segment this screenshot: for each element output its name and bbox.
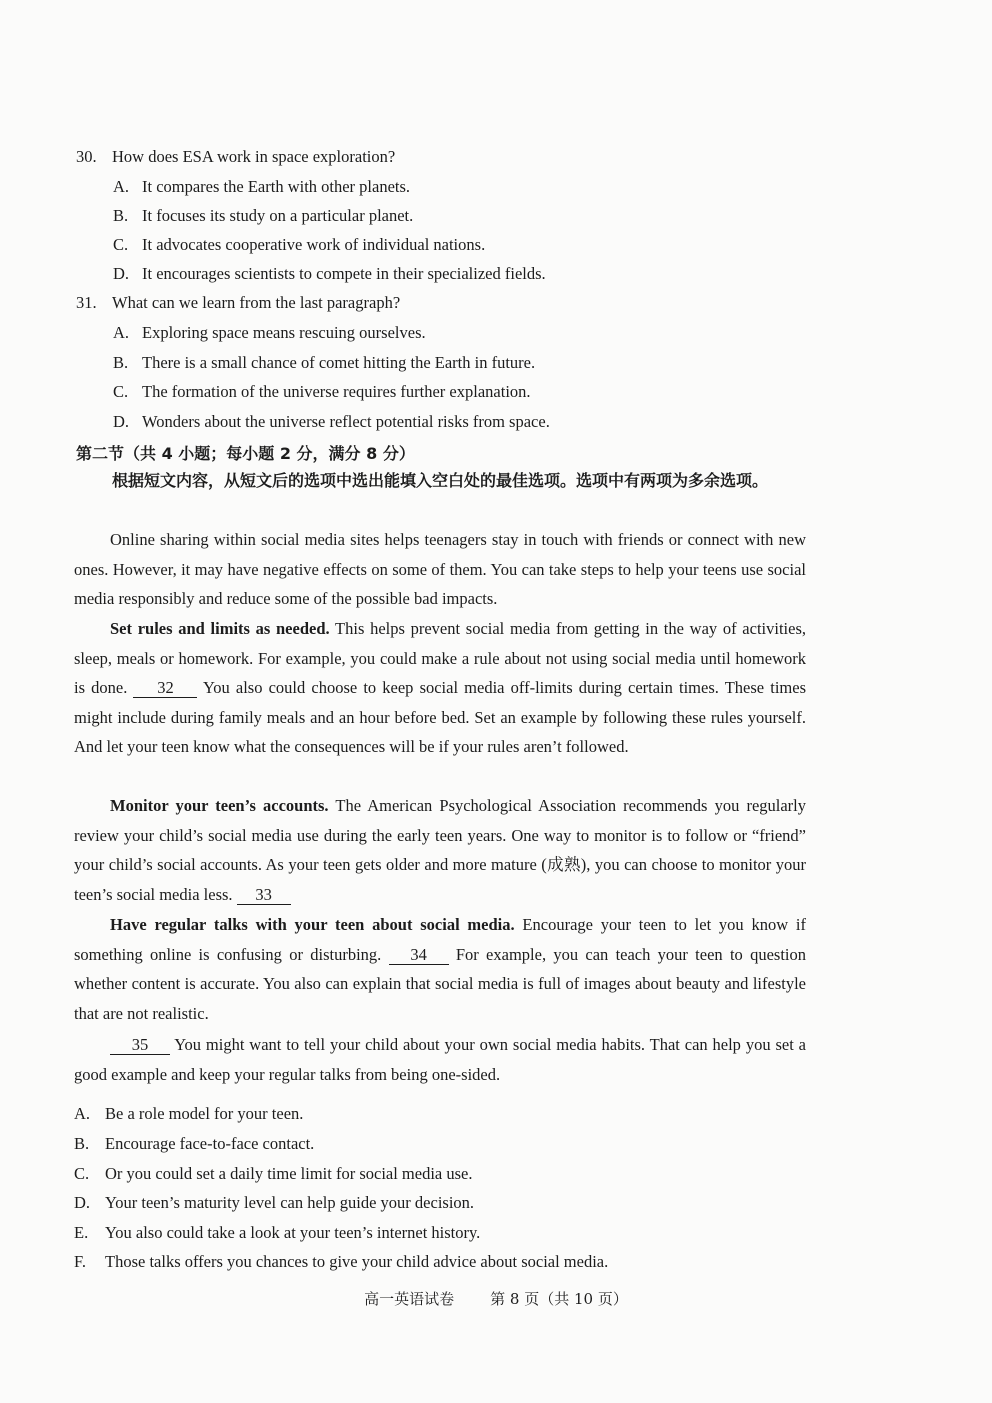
passage-paragraph-4 — [74, 910, 806, 1028]
choice-text: Your teen’s maturity level can help guide your decision. — [105, 1193, 475, 1212]
choice-text: Those talks offers you chances to give your child advice about social media. — [105, 1252, 609, 1271]
option-letter: A. — [113, 323, 130, 342]
option-letter: C. — [113, 382, 129, 401]
paragraph-text: You might want to tell your child about your own social media habits. That can help you set a good example and keep your regular talks from being one-sided. — [74, 1035, 806, 1084]
option-letter: B. — [113, 353, 129, 372]
option-text: There is a small chance of comet hitting the Earth in future. — [142, 353, 536, 372]
choice-text: Be a role model for your teen. — [105, 1104, 304, 1123]
question-number: 31. — [76, 293, 97, 312]
page-footer — [0, 1288, 992, 1309]
q30-option-d — [113, 264, 546, 284]
option-letter: A. — [113, 177, 130, 196]
option-letter: D. — [113, 264, 130, 283]
section-heading: 第二节（共 4 小题；每小题 2 分，满分 8 分） — [76, 444, 415, 463]
footer-exam-title: 高一英语试卷 — [364, 1290, 455, 1308]
question-stem: What can we learn from the last paragraph? — [112, 293, 401, 312]
choice-letter: C. — [74, 1164, 90, 1183]
option-text: Exploring space means rescuing ourselves. — [142, 323, 426, 342]
question-31 — [76, 293, 400, 313]
choice-e — [74, 1223, 480, 1243]
blank-35: 35 — [110, 1036, 170, 1055]
section-instruction: 根据短文内容，从短文后的选项中选出能填入空白处的最佳选项。选项中有两项为多余选项。 — [112, 471, 769, 490]
choice-text: You also could take a look at your teen’s internet history. — [105, 1223, 481, 1242]
blank-32: 32 — [133, 679, 197, 698]
option-text: Wonders about the universe reflect potential risks from space. — [142, 412, 550, 431]
passage-paragraph-3 — [74, 791, 806, 909]
blank-34: 34 — [389, 946, 449, 965]
question-stem: How does ESA work in space exploration? — [112, 147, 396, 166]
choice-letter: A. — [74, 1104, 91, 1123]
option-letter: B. — [113, 206, 129, 225]
paragraph-text: You also could choose to keep social media off-limits during certain times. These times might include during family meals and an hour before bed. Set an example by following these rules yourself. And let your teen know what the consequences will be if your rules aren’t followed. — [74, 678, 806, 757]
choice-text: Encourage face-to-face contact. — [105, 1134, 315, 1153]
choice-a — [74, 1104, 303, 1124]
paragraph-text: The American Psychological Association recommends you regularly review your child’s social media use during the early teen years. One way to monitor is to follow or “friend” your child’s social accounts. As your teen gets older and more mature (成熟), you can choose to monitor your teen’s social media less. — [74, 796, 807, 904]
q31-option-c — [113, 382, 531, 402]
q30-option-b — [113, 206, 413, 226]
option-text: It advocates cooperative work of individual nations. — [142, 235, 486, 254]
choice-letter: B. — [74, 1134, 90, 1153]
paragraph-text: For example, you can teach your teen to question whether content is accurate. You also can explain that social media is full of images about beauty and lifestyle that are not realistic. — [74, 944, 806, 1023]
choice-letter: D. — [74, 1193, 91, 1212]
choice-letter: E. — [74, 1223, 89, 1242]
q31-option-b — [113, 353, 535, 373]
choice-d — [74, 1193, 474, 1213]
choice-text: Or you could set a daily time limit for social media use. — [105, 1164, 473, 1183]
paragraph-lead: Have regular talks with your teen about social media. — [110, 915, 515, 934]
option-text: The formation of the universe requires further explanation. — [142, 382, 531, 401]
option-text: It encourages scientists to compete in their specialized fields. — [142, 264, 546, 283]
option-text: It compares the Earth with other planets. — [142, 177, 411, 196]
passage-paragraph-2 — [74, 614, 806, 762]
q30-option-a — [113, 177, 410, 197]
q30-option-c — [113, 235, 485, 255]
q31-option-a — [113, 323, 426, 343]
option-text: It focuses its study on a particular planet. — [142, 206, 414, 225]
paragraph-text: This helps prevent social media from getting in the way of activities, sleep, meals or homework. For example, you could make a rule about not using social media until homework is done. — [74, 619, 806, 698]
paragraph-text: Encourage your teen to let you know if something online is confusing or disturbing. — [74, 915, 806, 964]
question-number: 30. — [76, 147, 97, 166]
option-letter: C. — [113, 235, 129, 254]
q31-option-d — [113, 412, 550, 432]
choice-letter: F. — [74, 1252, 86, 1271]
choice-c — [74, 1164, 473, 1184]
paragraph-lead: Set rules and limits as needed. — [110, 619, 330, 638]
footer-page-number: 第 8 页（共 10 页） — [490, 1290, 628, 1308]
paragraph-lead: Monitor your teen’s accounts. — [110, 796, 329, 815]
passage-paragraph-5 — [74, 1030, 806, 1089]
blank-33: 33 — [237, 886, 291, 905]
option-letter: D. — [113, 412, 130, 431]
choice-b — [74, 1134, 314, 1154]
choice-f — [74, 1252, 608, 1272]
passage-paragraph-1: Online sharing within social media sites helps teenagers stay in touch with friends or connect with new ones. However, it may have negative effects on some of them. You can take steps to help your teens use social media responsibly and reduce some of the possible bad impacts. — [74, 530, 806, 609]
question-30 — [76, 147, 395, 167]
